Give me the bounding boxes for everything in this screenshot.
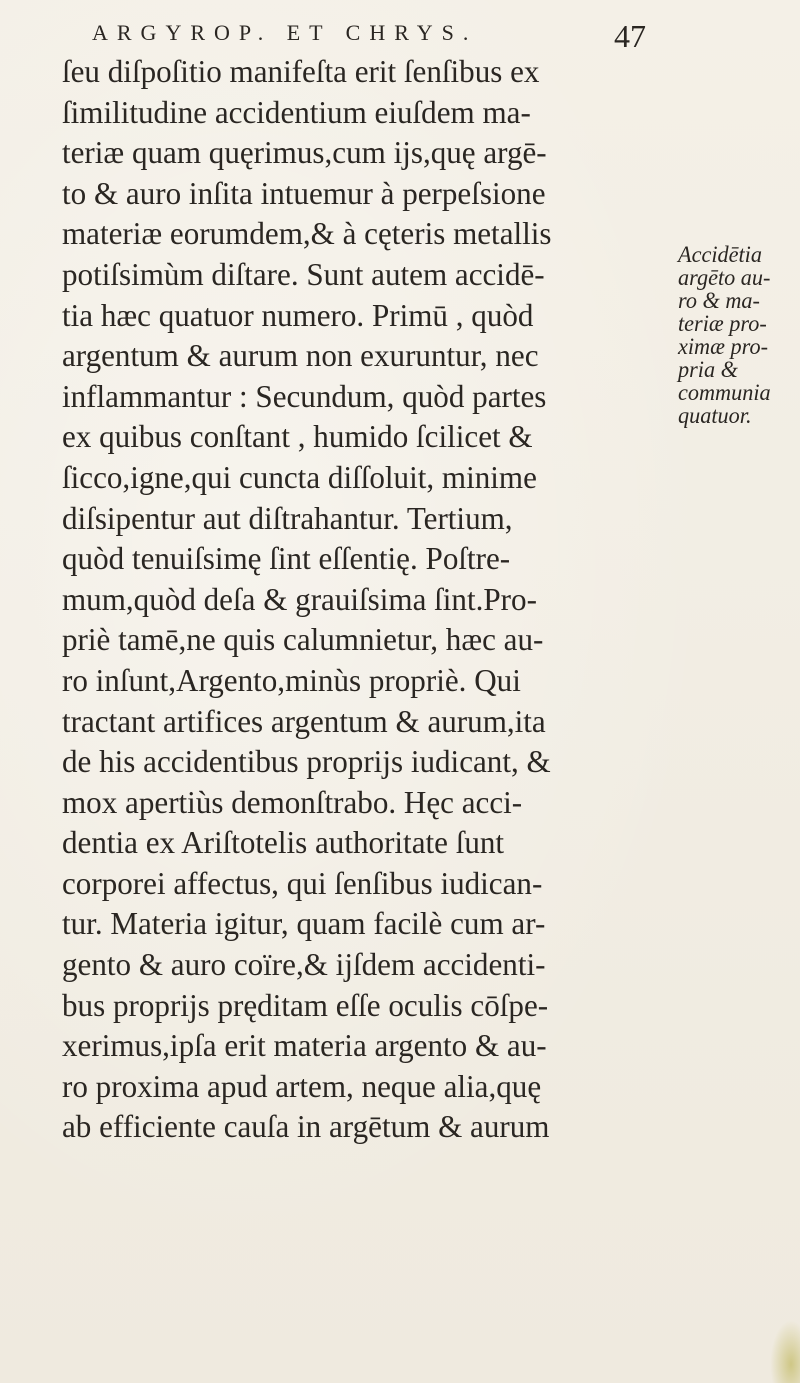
running-title: ARGYROP. ET CHRYS. bbox=[92, 20, 478, 45]
text-line: ab efficiente cauſa in argētum & aurum bbox=[62, 1109, 550, 1145]
text-line: ſeu diſpoſitio manifeſta erit ſenſibus ex bbox=[62, 54, 540, 89]
text-line: xerimus,ipſa erit materia argento & au- bbox=[62, 1028, 547, 1064]
text-line: gento & auro coïre,& ijſdem accidenti- bbox=[62, 947, 546, 983]
text-line: quòd tenuiſsimę ſint eſſentię. Poſtre- bbox=[62, 541, 511, 577]
text-line: ſimilitudine accidentium eiuſdem ma- bbox=[62, 94, 531, 130]
marginal-note bbox=[678, 243, 800, 427]
marginal-note-line: pria & bbox=[678, 357, 738, 382]
text-line: ex quibus conſtant , humido ſcilicet & bbox=[62, 419, 533, 455]
marginal-note-line: argēto au- bbox=[678, 265, 771, 290]
marginal-note-line: ximæ pro- bbox=[678, 334, 768, 359]
page-number: 47 bbox=[614, 18, 646, 54]
text-line: tractant artifices argentum & aurum,ita bbox=[62, 703, 546, 739]
text-line: bus proprijs pręditam eſſe oculis cōſpe- bbox=[62, 987, 549, 1023]
text-line: corporei affectus, qui ſenſibus iudican- bbox=[62, 865, 543, 901]
text-line: dentia ex Ariſtotelis authoritate ſunt bbox=[62, 825, 505, 861]
marginal-note-line: ro & ma- bbox=[678, 288, 760, 313]
text-line: ro proxima apud artem, neque alia,quę bbox=[62, 1068, 542, 1104]
text-line: de his accidentibus proprijs iudicant, & bbox=[62, 744, 551, 780]
text-line: diſsipentur aut diſtrahantur. Tertium, bbox=[62, 500, 513, 536]
text-line: ro inſunt,Argento,minùs propriè. Qui bbox=[62, 662, 521, 698]
text-line: tur. Materia igitur, quam facilè cum ar- bbox=[62, 906, 546, 942]
text-line: to & auro inſita intuemur à perpeſsione bbox=[62, 175, 546, 211]
paper-stain bbox=[770, 1320, 800, 1383]
text-line: ſicco,igne,qui cuncta diſſoluit, minime bbox=[62, 459, 537, 495]
marginal-note-line: communia bbox=[678, 380, 771, 405]
text-line: teriæ quam quęrimus,cum ijs,quę argē- bbox=[62, 135, 547, 171]
text-line: priè tamē,ne quis calumnietur, hæc au- bbox=[62, 622, 544, 658]
text-line: mox apertiùs demonſtrabo. Hęc acci- bbox=[62, 784, 523, 820]
marginal-note-line: Accidētia bbox=[678, 242, 762, 267]
text-line: materiæ eorumdem,& à cęteris metallis bbox=[62, 216, 552, 252]
running-head bbox=[92, 14, 652, 52]
text-line: tia hæc quatuor numero. Primū , quòd bbox=[62, 297, 534, 333]
text-line: mum,quòd deſa & grauiſsima ſint.Pro- bbox=[62, 581, 537, 617]
marginal-note-line: teriæ pro- bbox=[678, 311, 767, 336]
text-line: potiſsimùm diſtare. Sunt autem accidē- bbox=[62, 256, 545, 292]
main-text-block bbox=[62, 52, 682, 1148]
text-line: inflammantur : Secundum, quòd partes bbox=[62, 378, 547, 414]
marginal-note-line: quatuor. bbox=[678, 403, 752, 428]
text-line: argentum & aurum non exuruntur, nec bbox=[62, 338, 539, 374]
